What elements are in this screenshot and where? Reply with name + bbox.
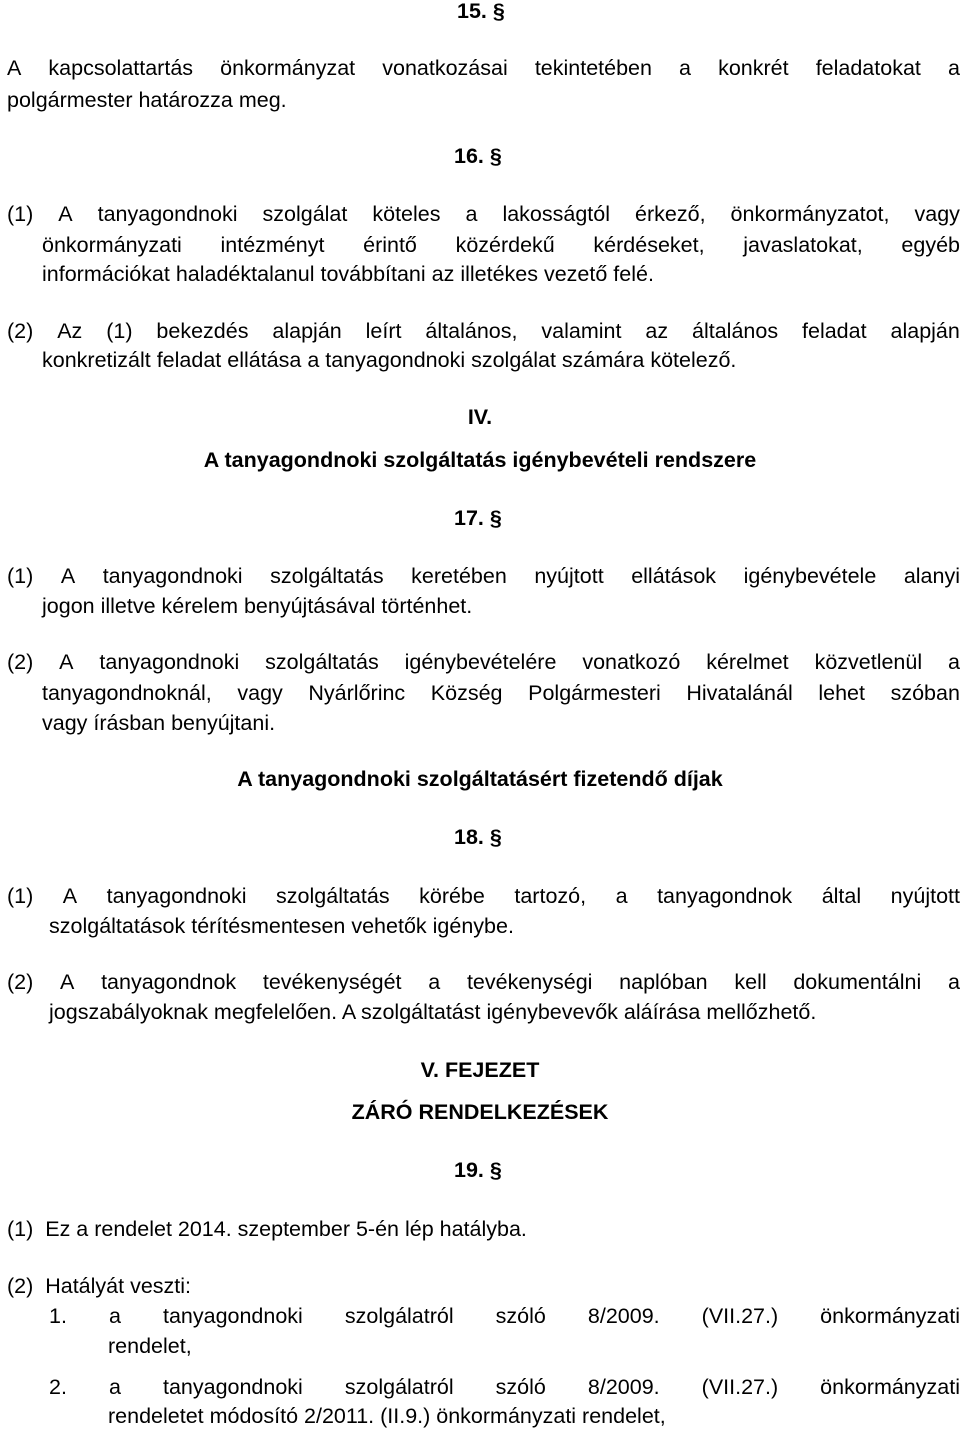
word: A bbox=[7, 56, 22, 80]
word: Nyárlőrinc bbox=[308, 681, 406, 705]
word: a bbox=[465, 202, 478, 226]
section-17-para-1-line-1 bbox=[7, 566, 960, 588]
word: érkező, bbox=[635, 202, 706, 226]
word: általános, bbox=[425, 319, 518, 343]
section-16-para-1-line-1 bbox=[7, 204, 960, 226]
word: közérdekű bbox=[455, 233, 555, 257]
word: az bbox=[645, 319, 669, 343]
word: egyéb bbox=[901, 233, 960, 257]
word: a bbox=[948, 650, 960, 674]
word: dokumentálni bbox=[793, 970, 922, 994]
chapter-4-title: A tanyagondnoki szolgáltatás igénybevételi rendszere bbox=[203, 448, 757, 472]
word: leírt bbox=[365, 319, 402, 343]
section-16-para-2-line-2: konkretizált feladat ellátása a tanyagondnoki szolgálat számára kötelező. bbox=[42, 348, 737, 372]
word: A bbox=[60, 970, 75, 994]
word: (1) bbox=[106, 319, 133, 343]
word: tanyagondnoki bbox=[162, 1304, 303, 1328]
word: szolgáltatás bbox=[270, 564, 384, 588]
word: feladatokat bbox=[815, 56, 921, 80]
word: Község bbox=[430, 681, 503, 705]
word: keretében bbox=[411, 564, 507, 588]
word: 8/2009. bbox=[587, 1375, 660, 1399]
word: tevékenységi bbox=[466, 970, 593, 994]
word: vagy bbox=[914, 202, 960, 226]
word: lakosságtól bbox=[502, 202, 611, 226]
section-18-para-1-line-1 bbox=[7, 886, 960, 908]
word: általános bbox=[692, 319, 779, 343]
word: A bbox=[62, 884, 78, 908]
word: kapcsolattartás bbox=[48, 56, 194, 80]
word: javaslatokat, bbox=[743, 233, 863, 257]
word: kérelmet bbox=[706, 650, 789, 674]
word: vonatkozó bbox=[582, 650, 681, 674]
word: önkormányzati bbox=[820, 1375, 960, 1399]
section-18-para-2-line-2: jogszabályoknak megfelelően. A szolgáltatást igénybevevők aláírása mellőzhető. bbox=[49, 1000, 817, 1024]
section-17-para-2-line-2 bbox=[42, 683, 960, 705]
fees-title: A tanyagondnoki szolgáltatásért fizetendő díjak bbox=[237, 767, 723, 791]
repealed-item-2-line-1 bbox=[49, 1377, 960, 1399]
word: nyújtott bbox=[890, 884, 960, 908]
word: (VII.27.) bbox=[701, 1304, 779, 1328]
word: igénybevételére bbox=[404, 650, 557, 674]
word: szolgálatról bbox=[344, 1375, 454, 1399]
word: szóló bbox=[495, 1375, 546, 1399]
word: tanyagondnok bbox=[657, 884, 793, 908]
section-17-para-2-line-1 bbox=[7, 652, 960, 674]
word: kell bbox=[734, 970, 767, 994]
word: a bbox=[108, 1304, 121, 1328]
word: a bbox=[947, 970, 960, 994]
word: közvetlenül bbox=[814, 650, 923, 674]
word: alapján bbox=[890, 319, 960, 343]
word: szolgálatról bbox=[344, 1304, 454, 1328]
repealed-item-1-line-1 bbox=[49, 1306, 960, 1328]
section-15-heading: 15. § bbox=[457, 0, 505, 23]
section-16-para-1-line-2 bbox=[42, 235, 960, 257]
word: a bbox=[108, 1375, 121, 1399]
word: tekintetében bbox=[534, 56, 652, 80]
word: alapján bbox=[272, 319, 342, 343]
word: tanyagondnoknál, bbox=[42, 681, 212, 705]
word: (2) bbox=[7, 650, 34, 674]
section-15-line-2: polgármester határozza meg. bbox=[7, 88, 287, 112]
word: a bbox=[947, 56, 960, 80]
chapter-4-number: IV. bbox=[467, 405, 493, 429]
word: ellátások bbox=[631, 564, 717, 588]
word: a bbox=[679, 56, 692, 80]
word: 2. bbox=[49, 1375, 67, 1399]
word: önkormányzati bbox=[820, 1304, 960, 1328]
word: 8/2009. bbox=[587, 1304, 660, 1328]
word: bekezdés bbox=[156, 319, 249, 343]
chapter-5-title: ZÁRÓ RENDELKEZÉSEK bbox=[351, 1100, 609, 1124]
word: vagy bbox=[237, 681, 283, 705]
word: tevékenységét bbox=[262, 970, 402, 994]
section-18-para-2-line-1 bbox=[7, 972, 960, 994]
word: érintő bbox=[363, 233, 417, 257]
word: valamint bbox=[541, 319, 622, 343]
word: (2) bbox=[7, 319, 34, 343]
section-16-heading: 16. § bbox=[454, 144, 502, 168]
word: vonatkozásai bbox=[382, 56, 508, 80]
word: szóban bbox=[890, 681, 960, 705]
word: (VII.27.) bbox=[701, 1375, 779, 1399]
word: tanyagondnoki bbox=[99, 650, 240, 674]
word: a bbox=[428, 970, 441, 994]
word: 1. bbox=[49, 1304, 67, 1328]
word: konkrét bbox=[718, 56, 789, 80]
word: kérdéseket, bbox=[593, 233, 705, 257]
word: naplóban bbox=[619, 970, 708, 994]
word: tanyagondnoki bbox=[162, 1375, 303, 1399]
section-17-para-1-line-2: jogon illetve kérelem benyújtásával történhet. bbox=[42, 594, 473, 618]
word: szóló bbox=[495, 1304, 546, 1328]
word: A bbox=[60, 564, 76, 588]
word: Polgármesteri bbox=[528, 681, 661, 705]
section-16-para-2-line-1 bbox=[7, 321, 960, 343]
word: intézményt bbox=[220, 233, 325, 257]
section-18-para-1-line-2: szolgáltatások térítésmentesen vehetők igénybe. bbox=[49, 914, 514, 938]
word: (1) bbox=[7, 564, 34, 588]
word: tanyagondnoki bbox=[106, 884, 247, 908]
word: önkormányzat bbox=[220, 56, 356, 80]
word: nyújtott bbox=[534, 564, 604, 588]
word: tanyagondnok bbox=[101, 970, 237, 994]
word: lehet bbox=[818, 681, 865, 705]
repealed-item-2-line-2: rendeletet módosító 2/2011. (II.9.) önkormányzati rendelet, bbox=[108, 1404, 666, 1428]
section-19-heading: 19. § bbox=[454, 1158, 502, 1182]
word: alanyi bbox=[903, 564, 960, 588]
word: Az bbox=[57, 319, 83, 343]
word: A bbox=[58, 202, 73, 226]
word: önkormányzatot, bbox=[730, 202, 890, 226]
word: szolgáltatás bbox=[265, 650, 379, 674]
word: köteles bbox=[372, 202, 441, 226]
word: tanyagondnoki bbox=[102, 564, 243, 588]
word: önkormányzati bbox=[42, 233, 182, 257]
word: (1) bbox=[7, 884, 34, 908]
chapter-5-number: V. FEJEZET bbox=[420, 1058, 540, 1082]
section-16-para-1-line-3: információkat haladéktalanul továbbítani az illetékes vezető felé. bbox=[42, 262, 654, 286]
word: (2) bbox=[7, 970, 34, 994]
word: tanyagondnoki bbox=[97, 202, 238, 226]
repealed-item-1-line-2: rendelet, bbox=[108, 1334, 192, 1358]
word: a bbox=[615, 884, 628, 908]
word: feladat bbox=[802, 319, 867, 343]
section-19-para-1: (1) Ez a rendelet 2014. szeptember 5-én lép hatályba. bbox=[7, 1217, 527, 1241]
section-18-heading: 18. § bbox=[454, 825, 502, 849]
section-19-para-2: (2) Hatályát veszti: bbox=[7, 1274, 191, 1298]
word: igénybevétele bbox=[743, 564, 877, 588]
section-17-para-2-line-3: vagy írásban benyújtani. bbox=[42, 711, 276, 735]
word: szolgálat bbox=[262, 202, 348, 226]
word: Hivatalánál bbox=[686, 681, 793, 705]
word: A bbox=[59, 650, 74, 674]
word: (1) bbox=[7, 202, 34, 226]
word: tartozó, bbox=[514, 884, 587, 908]
word: szolgáltatás bbox=[276, 884, 390, 908]
section-17-heading: 17. § bbox=[454, 506, 502, 530]
section-15-line-1 bbox=[7, 58, 960, 80]
word: körébe bbox=[419, 884, 485, 908]
word: által bbox=[821, 884, 862, 908]
